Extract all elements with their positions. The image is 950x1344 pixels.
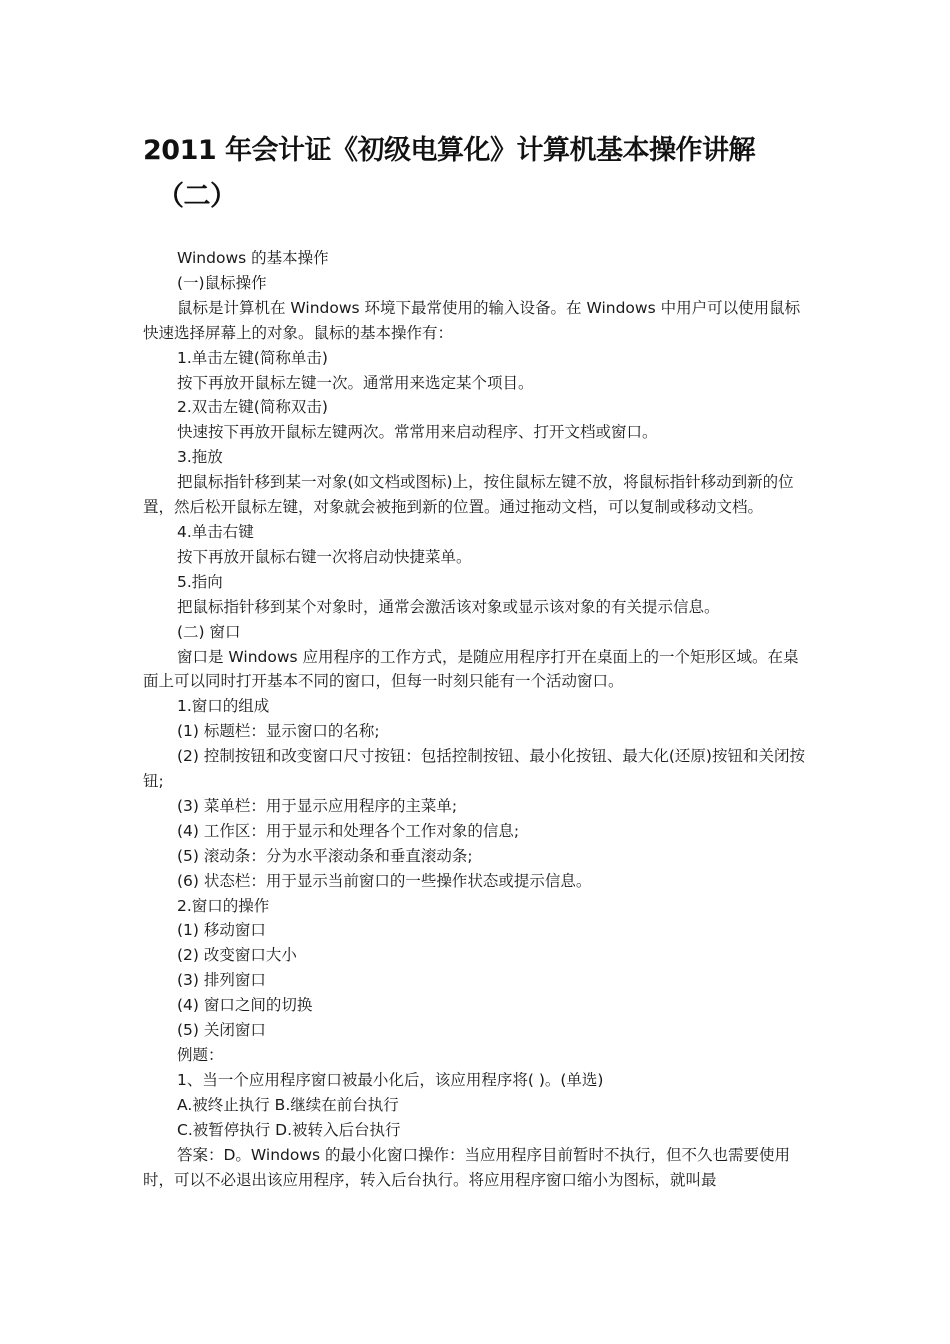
paragraph: (2) 控制按钮和改变窗口尺寸按钮：包括控制按钮、最小化按钮、最大化(还原)按钮和关闭按钮; — [143, 747, 805, 791]
paragraph: (1) 标题栏：显示窗口的名称; — [177, 722, 380, 741]
paragraph: (3) 菜单栏：用于显示应用程序的主菜单; — [177, 796, 458, 815]
paragraph: 把鼠标指针移到某个对象时，通常会激活该对象或显示该对象的有关提示信息。 — [177, 597, 720, 616]
paragraph: (5) 滚动条：分为水平滚动条和垂直滚动条; — [177, 846, 473, 865]
paragraph: 1.窗口的组成 — [177, 697, 270, 716]
paragraph: 1.单击左键(简称单击) — [177, 348, 328, 367]
paragraph: A.被终止执行 B.继续在前台执行 — [177, 1095, 399, 1114]
paragraph: 3.拖放 — [177, 448, 223, 467]
paragraph: 鼠标是计算机在 Windows 环境下最常使用的输入设备。在 Windows 中用户可以使用鼠标快速选择屏幕上的对象。鼠标的基本操作有： — [143, 298, 801, 342]
paragraph: (二) 窗口 — [177, 622, 241, 641]
paragraph: (4) 窗口之间的切换 — [177, 996, 313, 1015]
document-body — [143, 246, 811, 1192]
paragraph: 5.指向 — [177, 572, 223, 591]
title-line-1: 2011 年会计证《初级电算化》计算机基本操作讲解 — [143, 135, 756, 166]
paragraph: (2) 改变窗口大小 — [177, 946, 297, 965]
paragraph: 答案：D。Windows 的最小化窗口操作：当应用程序目前暂时不执行，但不久也需要使用时，可以不必退出该应用程序，转入后台执行。将应用程序窗口缩小为图标，就叫最 — [143, 1145, 791, 1189]
paragraph: (一)鼠标操作 — [177, 273, 267, 292]
paragraph: (3) 排列窗口 — [177, 971, 266, 990]
paragraph: 1、当一个应用程序窗口被最小化后，该应用程序将( )。(单选) — [177, 1070, 604, 1089]
paragraph: (5) 关闭窗口 — [177, 1021, 266, 1040]
paragraph: 快速按下再放开鼠标左键两次。常常用来启动程序、打开文档或窗口。 — [177, 423, 658, 442]
paragraph: (1) 移动窗口 — [177, 921, 266, 940]
paragraph: Windows 的基本操作 — [177, 249, 329, 267]
title-line-2: （二） — [157, 181, 237, 212]
paragraph: 按下再放开鼠标右键一次将启动快捷菜单。 — [177, 547, 472, 566]
paragraph: 例题： — [177, 1046, 224, 1064]
paragraph: 2.双击左键(简称双击) — [177, 398, 328, 417]
document-title — [143, 128, 823, 220]
paragraph: C.被暂停执行 D.被转入后台执行 — [177, 1120, 401, 1139]
paragraph: 把鼠标指针移到某一对象(如文档或图标)上，按住鼠标左键不放，将鼠标指针移动到新的位置，然后松开鼠标左键，对象就会被拖到新的位置。通过拖动文档，可以复制或移动文档。 — [143, 473, 794, 517]
paragraph: 2.窗口的操作 — [177, 896, 270, 915]
paragraph: 窗口是 Windows 应用程序的工作方式，是随应用程序打开在桌面上的一个矩形区域。在桌面上可以同时打开基本不同的窗口，但每一时刻只能有一个活动窗口。 — [143, 647, 799, 691]
paragraph: 4.单击右键 — [177, 522, 254, 541]
paragraph: (6) 状态栏：用于显示当前窗口的一些操作状态或提示信息。 — [177, 871, 592, 890]
paragraph: 按下再放开鼠标左键一次。通常用来选定某个项目。 — [177, 373, 534, 392]
paragraph: (4) 工作区：用于显示和处理各个工作对象的信息; — [177, 821, 520, 840]
